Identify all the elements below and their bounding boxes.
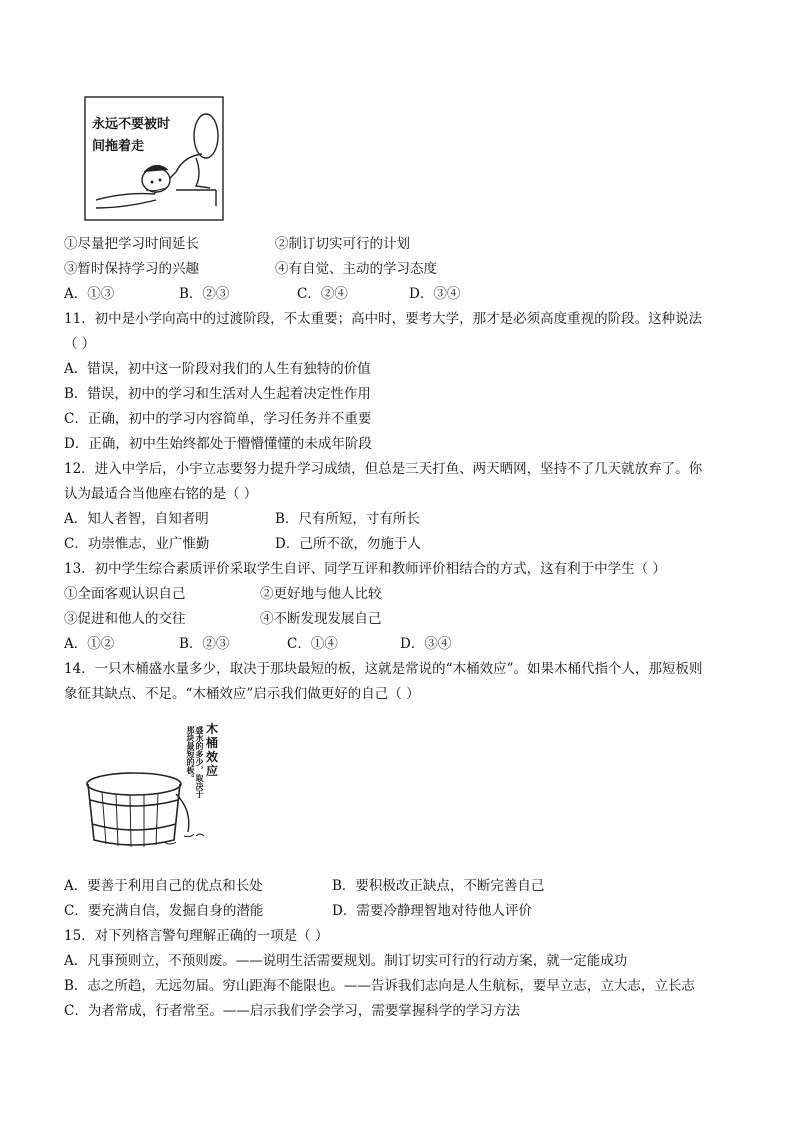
q14-option-c[interactable]: C．要充满自信，发掘自身的潜能	[64, 903, 264, 919]
q10-option-b[interactable]: B．②③	[179, 286, 230, 302]
q11-option-a[interactable]: A．错误，初中这一阶段对我们的人生有独特的价值	[64, 361, 371, 377]
q11-stem-line1: 11．初中是小学向高中的过渡阶段，不太重要；高中时，要考大学，那才是必须高度重视的阶段。这种说法	[64, 311, 703, 327]
q14-option-b[interactable]: B．要积极改正缺点，不断完善自己	[332, 878, 545, 894]
barrel-note: 盛水的多少，取决于那块最短的板。	[186, 726, 204, 798]
q10-statement-2: ②制订切实可行的计划	[275, 236, 410, 252]
q12-stem-line2: 认为最适合当他座右铭的是（ ）	[64, 486, 258, 502]
q15-option-a[interactable]: A．凡事预则立，不预则废。——说明生活需要规划。制订切实可行的行动方案，就一定能成功	[64, 953, 628, 969]
q10-options	[64, 284, 460, 304]
time-cartoon	[84, 96, 224, 221]
q14-option-d[interactable]: D．需要冷静理智地对待他人评价	[332, 903, 532, 919]
q13-stem: 13．初中学生综合素质评价采取学生自评、同学互评和教师评价相结合的方式，这有利于中学生（ ）	[64, 561, 666, 577]
q12-stem-line1: 12．进入中学后，小宇立志要努力提升学习成绩，但总是三天打鱼、两天晒网，坚持不了几天就放弃了。你	[64, 461, 703, 477]
q13-option-a[interactable]: A．①②	[64, 636, 115, 652]
q13-option-c[interactable]: C．①④	[287, 636, 338, 652]
q10-option-a[interactable]: A．①③	[64, 286, 115, 302]
q13-statement-2: ②更好地与他人比较	[260, 586, 382, 602]
barrel-cartoon	[84, 722, 224, 854]
q11-stem-line2: （ ）	[64, 336, 96, 352]
q15-option-b[interactable]: B．志之所趋，无远勿届。穷山距海不能限也。——告诉我们志向是人生航标，要早立志，立大志，立长志	[64, 978, 695, 994]
q10-option-d[interactable]: D．③④	[409, 286, 461, 302]
q10-statement-1: ①尽量把学习时间延长	[64, 236, 199, 252]
q14-option-a[interactable]: A．要善于利用自己的优点和长处	[64, 878, 263, 894]
q15-stem: 15．对下列格言警句理解正确的一项是（ ）	[64, 928, 329, 944]
q14-stem-line1: 14．一只木桶盛水量多少，取决于那块最短的板，这就是常说的“木桶效应”。如果木桶代指个人，那短板则	[64, 661, 703, 677]
q12-option-b[interactable]: B．尺有所短，寸有所长	[275, 511, 420, 527]
q11-option-b[interactable]: B．错误，初中的学习和生活对人生起着决定性作用	[64, 386, 371, 402]
q13-statement-1: ①全面客观认识自己	[64, 586, 186, 602]
q13-option-d[interactable]: D．③④	[400, 636, 452, 652]
q13-statement-4: ④不断发现发展自己	[260, 611, 382, 627]
q15-option-c[interactable]: C．为者常成，行者常至。——启示我们学会学习，需要掌握科学的学习方法	[64, 1003, 520, 1019]
q12-option-a[interactable]: A．知人者智，自知者明	[64, 511, 209, 527]
q10-option-c[interactable]: C．②④	[297, 286, 348, 302]
q12-option-c[interactable]: C．功崇惟志，业广惟勤	[64, 536, 210, 552]
q13-statement-3: ③促进和他人的交往	[64, 611, 186, 627]
q12-option-d[interactable]: D．己所不欲，勿施于人	[275, 536, 421, 552]
q14-stem-line2: 象征其缺点、不足。“木桶效应”启示我们做更好的自己（ ）	[64, 686, 420, 702]
q11-option-c[interactable]: C．正确，初中的学习内容简单，学习任务并不重要	[64, 411, 372, 427]
q13-options	[64, 634, 451, 654]
q10-statement-3: ③暂时保持学习的兴趣	[64, 261, 199, 277]
q13-option-b[interactable]: B．②③	[179, 636, 230, 652]
time-cartoon-caption: 永远不要被时间拖着走	[92, 117, 171, 154]
q11-option-d[interactable]: D．正确，初中生始终都处于懵懵懂懂的未成年阶段	[64, 436, 372, 452]
barrel-title: 木桶效应	[206, 722, 219, 778]
q10-statement-4: ④有自觉、主动的学习态度	[275, 261, 437, 277]
